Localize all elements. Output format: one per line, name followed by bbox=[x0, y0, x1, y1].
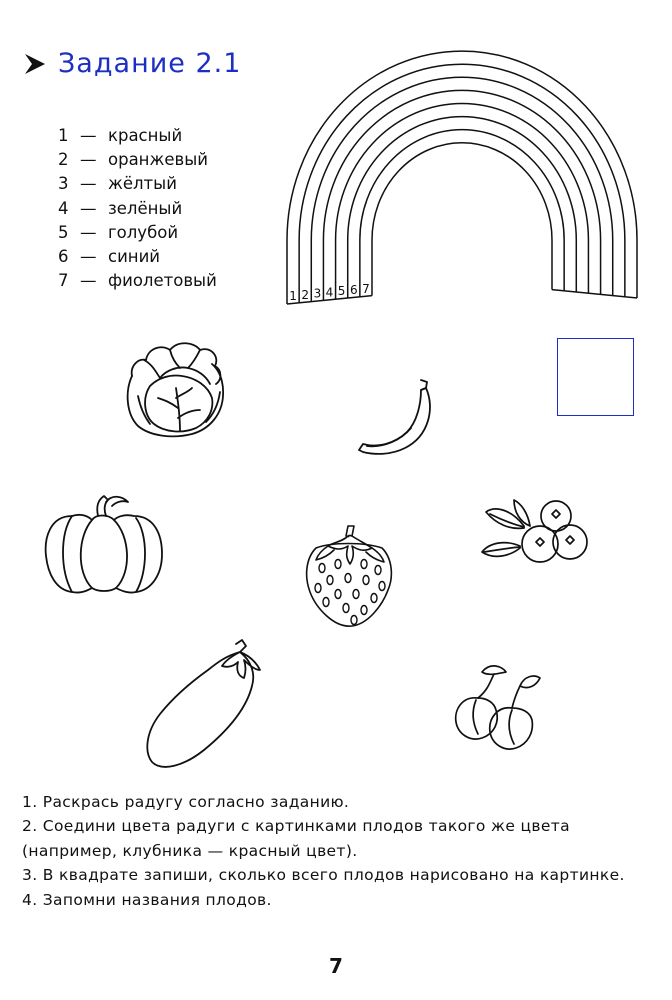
legend-color: жёлтый bbox=[108, 174, 177, 194]
instructions bbox=[22, 790, 644, 912]
instruction-item: 2. Соедини цвета радуги с картинками плодов такого же цвета (например, клубника — красный цвет). bbox=[22, 817, 571, 860]
legend-number: 5 bbox=[58, 222, 69, 242]
legend-color: синий bbox=[108, 247, 161, 267]
rainbow-drawing[interactable] bbox=[0, 0, 672, 330]
legend-color: красный bbox=[108, 126, 183, 145]
rainbow-band-edge bbox=[360, 130, 564, 297]
legend-number: 3 bbox=[58, 174, 69, 194]
task-title: Задание 2.1 bbox=[58, 48, 242, 79]
rainbow-band-edge bbox=[287, 51, 637, 304]
instruction-item: 1. Раскрась радугу согласно заданию. bbox=[22, 793, 350, 811]
rainbow-band-number: 7 bbox=[362, 281, 370, 296]
cabbage-picture[interactable] bbox=[120, 336, 230, 440]
legend-color: фиолетовый bbox=[108, 271, 217, 291]
legend-dash: — bbox=[80, 271, 97, 291]
strawberry-picture[interactable] bbox=[302, 524, 396, 630]
blueberries-picture[interactable] bbox=[480, 496, 592, 570]
banana-picture[interactable] bbox=[355, 378, 441, 460]
legend-number: 4 bbox=[58, 198, 69, 218]
legend-color: зелёный bbox=[108, 198, 183, 218]
plums-picture[interactable] bbox=[450, 660, 542, 752]
rainbow-band-edge bbox=[372, 143, 552, 296]
rainbow-band-edge bbox=[348, 117, 577, 298]
instruction-item: 4. Запомни названия плодов. bbox=[22, 890, 272, 909]
page-number: 7 bbox=[329, 954, 343, 978]
rainbow-band-edge bbox=[311, 77, 612, 301]
rainbow-band-edge bbox=[323, 90, 600, 300]
legend-color: голубой bbox=[108, 222, 179, 242]
legend-number: 2 bbox=[58, 150, 69, 170]
legend-dash: — bbox=[80, 198, 97, 218]
rainbow-band-number: 3 bbox=[313, 286, 322, 301]
legend-number: 6 bbox=[58, 247, 69, 267]
legend-number: 7 bbox=[58, 271, 69, 291]
rainbow-band-number: 4 bbox=[325, 285, 334, 300]
legend-number: 1 bbox=[58, 126, 69, 145]
rainbow-band-edge bbox=[336, 103, 589, 299]
legend-dash: — bbox=[80, 150, 97, 170]
rainbow-band-number: 1 bbox=[289, 289, 297, 303]
eggplant-picture[interactable] bbox=[142, 638, 268, 776]
rainbow-band-number: 5 bbox=[337, 284, 346, 299]
answer-box[interactable] bbox=[557, 338, 634, 416]
legend-dash: — bbox=[80, 174, 97, 194]
legend-color: оранжевый bbox=[108, 150, 208, 170]
rainbow-band-number: 2 bbox=[301, 287, 310, 302]
legend-dash: — bbox=[80, 222, 97, 242]
pumpkin-picture[interactable] bbox=[42, 492, 166, 598]
instruction-item: 3. В квадрате запиши, сколько всего плодов нарисовано на картинке. bbox=[22, 866, 625, 885]
legend-dash: — bbox=[80, 247, 97, 267]
legend-dash: — bbox=[80, 126, 97, 145]
rainbow-band-number: 6 bbox=[349, 283, 358, 297]
